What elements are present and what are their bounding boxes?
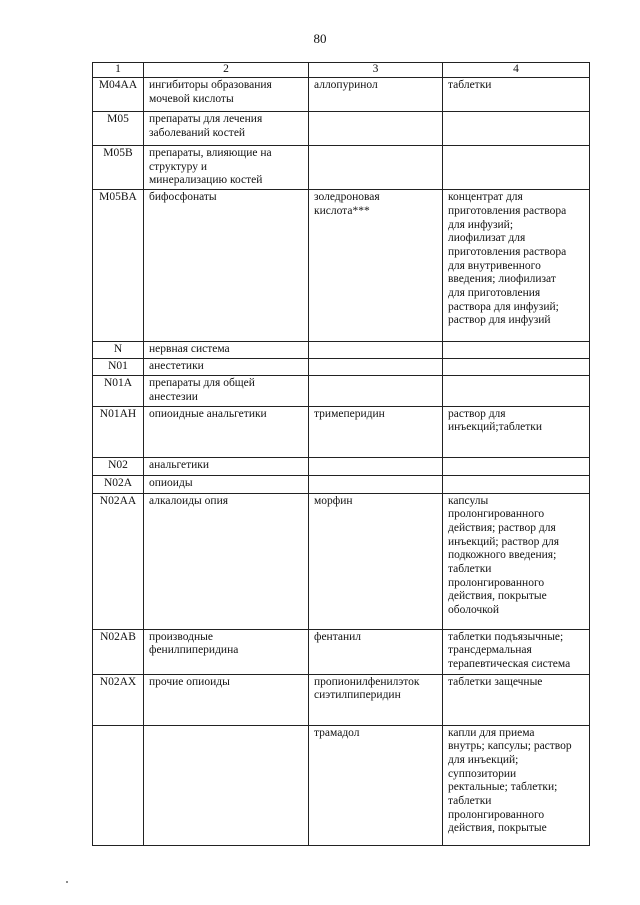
group-cell: алкалоиды опия xyxy=(144,493,309,629)
atc-code-cell: N xyxy=(93,342,144,359)
atc-code-cell: M05B xyxy=(93,146,144,190)
atc-code-cell: N02AB xyxy=(93,629,144,674)
dosage-form-cell: таблетки xyxy=(443,78,590,112)
dosage-form-cell: капсулы пролонгированного действия; раствор для инъекций; раствор для подкожного введения; таблетки пролонгированного действия, покрытые оболочкой xyxy=(443,493,590,629)
atc-code-cell: M05BA xyxy=(93,190,144,342)
drug-table xyxy=(92,62,590,846)
atc-code-cell: N02 xyxy=(93,457,144,475)
drug-cell xyxy=(309,457,443,475)
table-row xyxy=(93,725,590,845)
drug-cell: фентанил xyxy=(309,629,443,674)
column-header: 4 xyxy=(443,63,590,78)
dosage-form-cell xyxy=(443,376,590,406)
drug-cell xyxy=(309,475,443,493)
dosage-form-cell: раствор для инъекций;таблетки xyxy=(443,406,590,457)
group-cell: производные фенилпиперидина xyxy=(144,629,309,674)
table-row xyxy=(93,457,590,475)
table-row xyxy=(93,342,590,359)
atc-code-cell xyxy=(93,725,144,845)
drug-cell: пропионилфенилэток сиэтилпиперидин xyxy=(309,674,443,725)
group-cell: ингибиторы образования мочевой кислоты xyxy=(144,78,309,112)
group-cell: анальгетики xyxy=(144,457,309,475)
atc-code-cell: N02AX xyxy=(93,674,144,725)
drug-cell: морфин xyxy=(309,493,443,629)
dosage-form-cell xyxy=(443,112,590,146)
group-cell: опиоиды xyxy=(144,475,309,493)
group-cell xyxy=(144,725,309,845)
page-number: 80 xyxy=(313,31,327,46)
atc-code-cell: N01AH xyxy=(93,406,144,457)
table-row xyxy=(93,493,590,629)
group-cell: анестетики xyxy=(144,359,309,376)
dosage-form-cell xyxy=(443,359,590,376)
table-row xyxy=(93,376,590,406)
table-row xyxy=(93,190,590,342)
table-header-row xyxy=(93,63,590,78)
group-cell: препараты для лечения заболеваний костей xyxy=(144,112,309,146)
drug-cell xyxy=(309,376,443,406)
group-cell: бифосфонаты xyxy=(144,190,309,342)
atc-code-cell: N02AA xyxy=(93,493,144,629)
dosage-form-cell xyxy=(443,457,590,475)
dosage-form-cell: капли для приема внутрь; капсулы; раствор для инъекций; суппозитории ректальные; таблетки; таблетки пролонгированного действия, покрытые xyxy=(443,725,590,845)
group-cell: нервная система xyxy=(144,342,309,359)
dosage-form-cell: концентрат для приготовления раствора для инфузий; лиофилизат для приготовления раствора для внутривенного введения; лиофилизат для приготовления раствора для инфузий; раствор для инфузий xyxy=(443,190,590,342)
drug-cell xyxy=(309,342,443,359)
group-cell: препараты для общей анестезии xyxy=(144,376,309,406)
atc-code-cell: N01 xyxy=(93,359,144,376)
scan-speck xyxy=(66,881,68,883)
table-row xyxy=(93,112,590,146)
drug-cell xyxy=(309,146,443,190)
atc-code-cell: M05 xyxy=(93,112,144,146)
drug-cell: трамадол xyxy=(309,725,443,845)
table-row xyxy=(93,146,590,190)
drug-cell: аллопуринол xyxy=(309,78,443,112)
dosage-form-cell: таблетки подъязычные; трансдермальная терапевтическая система xyxy=(443,629,590,674)
drug-cell xyxy=(309,359,443,376)
table-row xyxy=(93,406,590,457)
atc-code-cell: M04AA xyxy=(93,78,144,112)
column-header: 2 xyxy=(144,63,309,78)
table-row xyxy=(93,674,590,725)
drug-cell: тримеперидин xyxy=(309,406,443,457)
atc-code-cell: N02A xyxy=(93,475,144,493)
atc-code-cell: N01A xyxy=(93,376,144,406)
dosage-form-cell xyxy=(443,146,590,190)
group-cell: прочие опиоиды xyxy=(144,674,309,725)
table-row xyxy=(93,359,590,376)
drug-cell xyxy=(309,112,443,146)
column-header: 3 xyxy=(309,63,443,78)
group-cell: препараты, влияющие на структуру и минерализацию костей xyxy=(144,146,309,190)
dosage-form-cell: таблетки защечные xyxy=(443,674,590,725)
dosage-form-cell xyxy=(443,342,590,359)
table-row xyxy=(93,475,590,493)
table-row xyxy=(93,78,590,112)
group-cell: опиоидные анальгетики xyxy=(144,406,309,457)
table-row xyxy=(93,629,590,674)
dosage-form-cell xyxy=(443,475,590,493)
drug-cell: золедроновая кислота*** xyxy=(309,190,443,342)
column-header: 1 xyxy=(93,63,144,78)
